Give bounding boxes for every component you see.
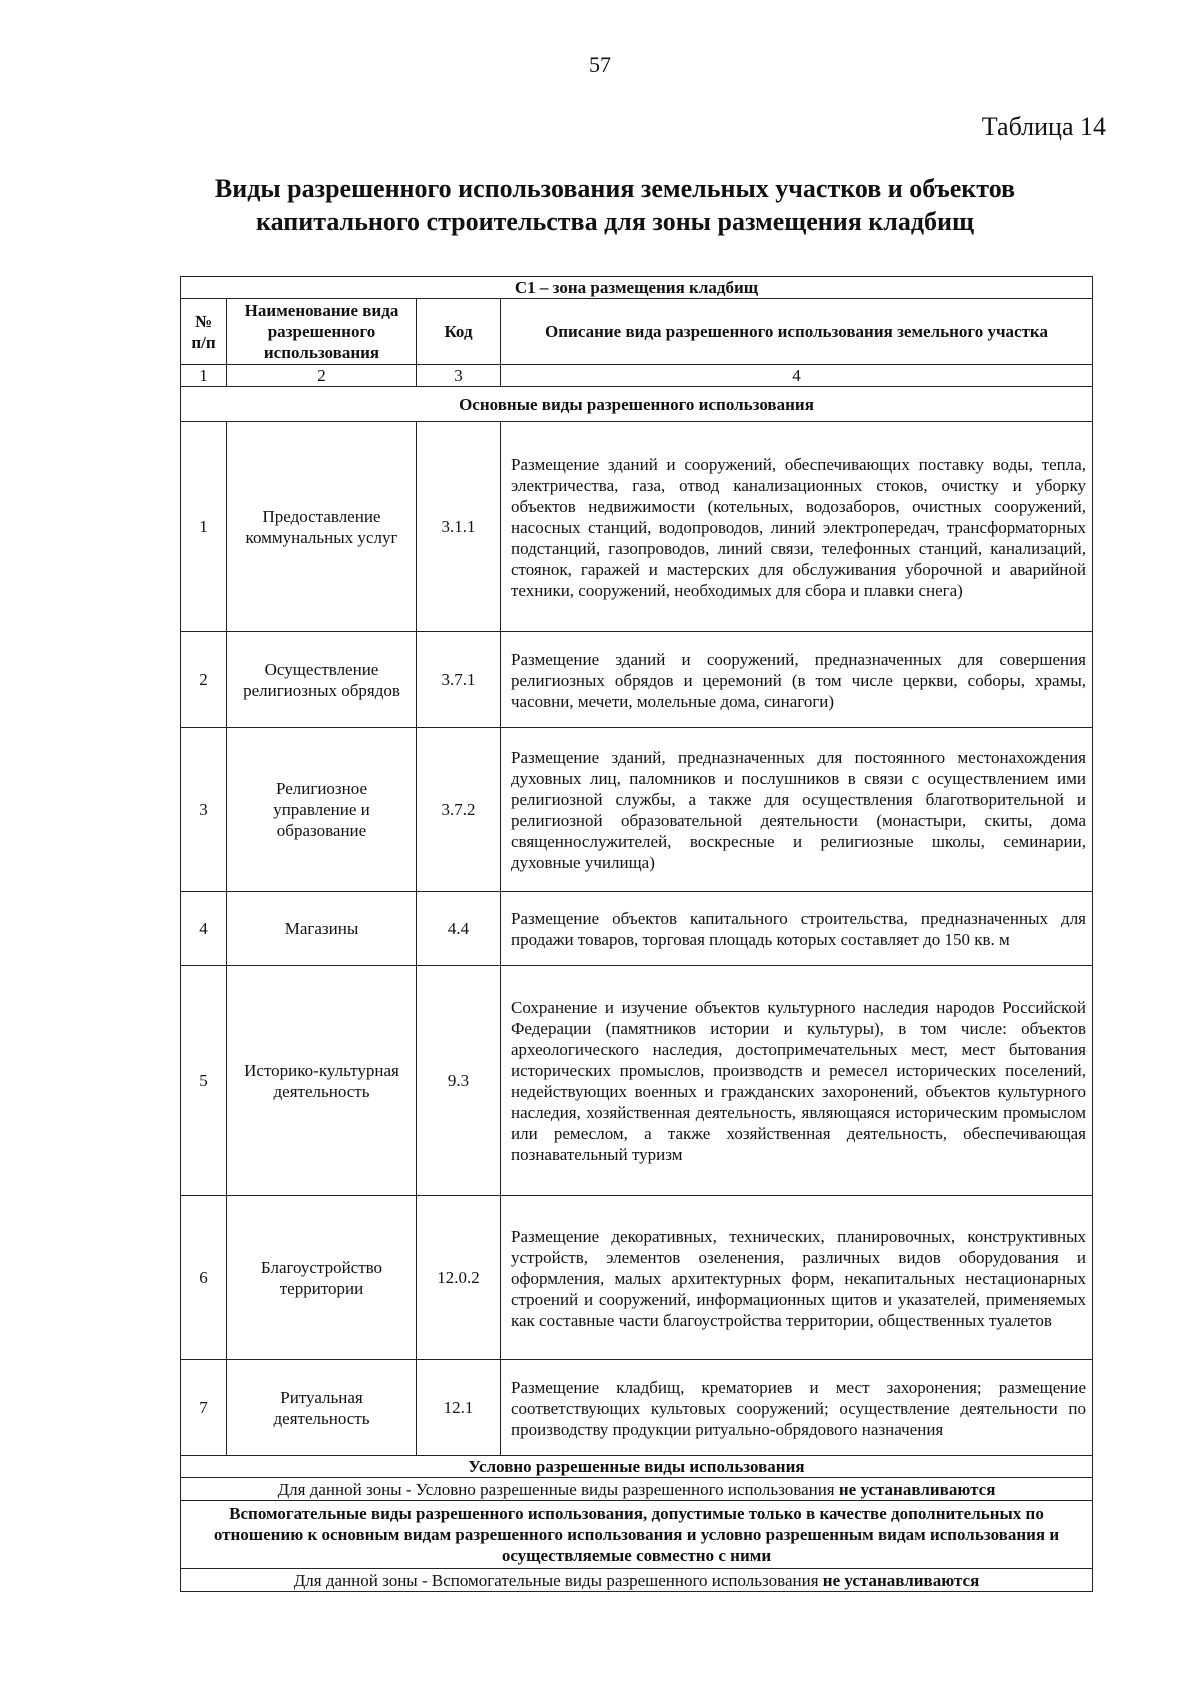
row-description: Размещение кладбищ, крематориев и мест захоронения; размещение соответствующих культовых сооружений; осуществление деятельности по производству продукции ритуально-обрядового назначения [501,1360,1093,1456]
column-number-row [181,365,1093,387]
zone-title-row [181,277,1093,299]
row-name: Осуществление религиозных обрядов [227,632,417,728]
title-line-2: капитального строительства для зоны размещения кладбищ [256,207,974,236]
row-description: Сохранение и изучение объектов культурного наследия народов Российской Федерации (памятников истории и культуры), в том числе: объектов археологического наследия, достопримечательных мест, мест бытования исторических промыслов, производств и ремесел исторических поселений, недействующих военных и гражданских захоронений, объектов культурного наследия, хозяйственная деятельность, являющаяся историческим промыслом или ремеслом, а также хозяйственная деятельность, обеспечивающая познавательный туризм [501,966,1093,1196]
header-description: Описание вида разрешенного использования земельного участка [501,299,1093,365]
column-number: 1 [181,365,227,387]
header-num: № п/п [181,299,227,365]
table-row [181,1360,1093,1456]
row-description: Размещение зданий и сооружений, предназначенных для совершения религиозных обрядов и церемоний (в том числе церкви, соборы, храмы, часовни, мечети, молельные дома, синагоги) [501,632,1093,728]
row-code: 9.3 [417,966,501,1196]
header-name: Наименование вида разрешенного использования [227,299,417,365]
row-description: Размещение зданий и сооружений, обеспечивающих поставку воды, тепла, электричества, газа, отвод канализационных стоков, очистку и уборку объектов недвижимости (котельных, водозаборов, очистных сооружений, насосных станций, водопроводов, линий электропередач, трансформаторных подстанций, газопроводов, линий связи, телефонных станций, канализаций, стоянок, гаражей и мастерских для обслуживания уборочной и аварийной техники, сооружений, необходимых для сбора и плавки снега) [501,422,1093,632]
row-number: 3 [181,728,227,892]
row-code: 4.4 [417,892,501,966]
row-code: 3.7.1 [417,632,501,728]
main-section-row [181,387,1093,422]
row-description: Размещение объектов капитального строительства, предназначенных для продажи товаров, торговая площадь которых составляет до 150 кв. м [501,892,1093,966]
row-name: Предоставление коммунальных услуг [227,422,417,632]
table-label: Таблица 14 [981,112,1106,141]
row-code: 3.7.2 [417,728,501,892]
header-code: Код [417,299,501,365]
row-name: Благоустройство территории [227,1196,417,1360]
main-section-heading: Основные виды разрешенного использования [181,387,1093,422]
zone-title: С1 – зона размещения кладбищ [181,277,1093,299]
row-number: 2 [181,632,227,728]
table-row [181,632,1093,728]
conditional-section-heading: Условно разрешенные виды использования [181,1456,1093,1478]
document-title [150,172,1080,238]
table-row [181,728,1093,892]
row-name: Ритуальная деятельность [227,1360,417,1456]
auxiliary-note [181,1569,1093,1592]
row-code: 12.0.2 [417,1196,501,1360]
table-row [181,1196,1093,1360]
conditional-note [181,1478,1093,1501]
row-number: 6 [181,1196,227,1360]
auxiliary-note-prefix: Для данной зоны - Вспомогательные виды разрешенного использования [293,1570,823,1590]
row-description: Размещение зданий, предназначенных для постоянного местонахождения духовных лиц, паломников и послушников в связи с осуществлением ими религиозной службы, а также для осуществления благотворительной и религиозной образовательной деятельности (монастыри, скиты, дома священнослужителей, воскресные и религиозные школы, семинарии, духовные училища) [501,728,1093,892]
row-number: 4 [181,892,227,966]
auxiliary-section-heading: Вспомогательные виды разрешенного использования, допустимые только в качестве дополнительных по отношению к основным видам разрешенного использования и условно разрешенным видам использования и осуществляемые совместно с ними [181,1501,1093,1569]
row-name: Религиозное управление и образование [227,728,417,892]
land-use-table [180,276,1093,1592]
table-row [181,966,1093,1196]
row-number: 5 [181,966,227,1196]
auxiliary-note-emphasis: не устанавливаются [822,1570,980,1590]
page-number: 57 [589,52,611,77]
auxiliary-note-row [181,1569,1093,1592]
title-line-1: Виды разрешенного использования земельных участков и объектов [214,174,1016,203]
row-number: 7 [181,1360,227,1456]
row-number: 1 [181,422,227,632]
row-name: Историко-культурная деятельность [227,966,417,1196]
conditional-note-prefix: Для данной зоны - Условно разрешенные виды разрешенного использования [277,1479,839,1499]
row-code: 12.1 [417,1360,501,1456]
row-description: Размещение декоративных, технических, планировочных, конструктивных устройств, элементов озеленения, различных видов оборудования и оформления, малых архитектурных форм, некапитальных нестационарных строений и сооружений, информационных щитов и указателей, применяемых как составные части благоустройства территории, общественных туалетов [501,1196,1093,1360]
header-row [181,299,1093,365]
conditional-note-emphasis: не устанавливаются [838,1479,996,1499]
conditional-note-row [181,1478,1093,1501]
table-row [181,422,1093,632]
auxiliary-section-row [181,1501,1093,1569]
row-code: 3.1.1 [417,422,501,632]
conditional-section-row [181,1456,1093,1478]
table-row [181,892,1093,966]
row-name: Магазины [227,892,417,966]
column-number: 4 [501,365,1093,387]
column-number: 3 [417,365,501,387]
column-number: 2 [227,365,417,387]
